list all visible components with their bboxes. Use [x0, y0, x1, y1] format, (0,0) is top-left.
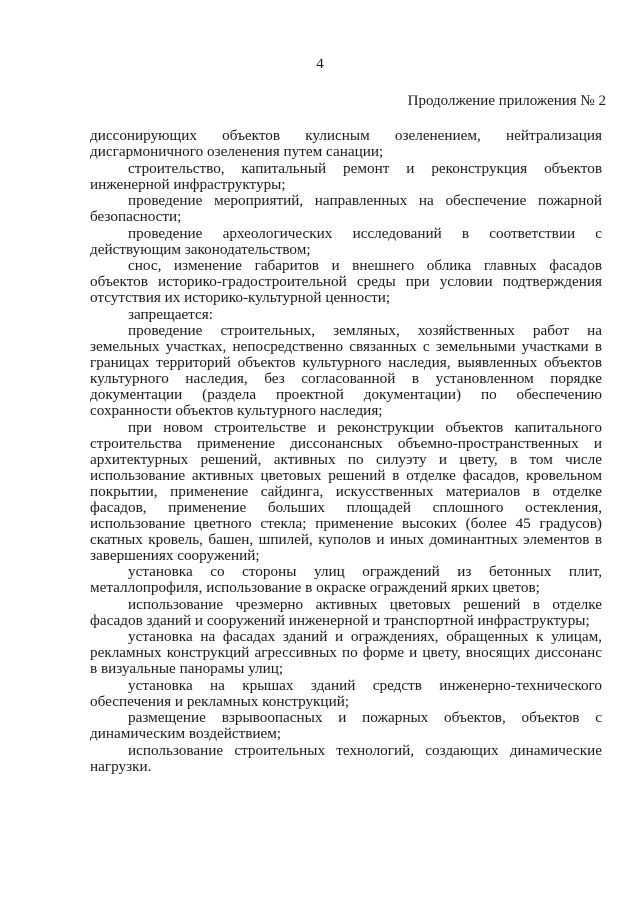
document-body	[90, 128, 602, 775]
paragraph: строительство, капитальный ремонт и реконструкция объектов инженерной инфраструктуры;	[90, 159, 602, 193]
paragraph: установка со стороны улиц ограждений из бетонных плит, металлопрофиля, использование в окраске ограждений ярких цветов;	[90, 563, 602, 596]
paragraph: снос, изменение габаритов и внешнего облика главных фасадов объектов историко-градостроительной среды при условии подтверждения отсутствия их историко-культурной ценности;	[90, 257, 602, 306]
paragraph: установка на фасадах зданий и ограждениях, обращенных к улицам, рекламных конструкций агрессивных по форме и цвету, вносящих диссонанс в визуальные панорамы улиц;	[90, 628, 602, 677]
appendix-note: Продолжение приложения № 2	[407, 93, 606, 109]
paragraph: использование чрезмерно активных цветовых решений в отделке фасадов зданий и сооружений инженерной и транспортной инфраструктуры;	[90, 595, 602, 629]
paragraph: запрещается:	[128, 305, 213, 323]
paragraph: проведение строительных, земляных, хозяйственных работ на земельных участках, непосредственно связанных с земельными участками в границах территорий объектов культурного наследия, выявленных объектов культурного наследия, без согласованной в установленном порядке документации (раздела проектной документации) по обеспечению сохранности объектов культурного наследия;	[90, 322, 602, 419]
paragraph: проведение археологических исследований в соответствии с действующим законодательством;	[90, 224, 602, 258]
paragraph: использование строительных технологий, создающих динамические нагрузки.	[90, 741, 602, 775]
paragraph: размещение взрывоопасных и пожарных объектов, объектов с динамическим воздействием;	[90, 709, 602, 742]
paragraph: проведение мероприятий, направленных на обеспечение пожарной безопасности;	[90, 192, 602, 225]
page-number: 4	[316, 56, 324, 72]
paragraph: диссонирующих объектов кулисным озеленением, нейтрализация дисгармоничного озеленения путем санации;	[90, 127, 602, 160]
paragraph: установка на крышах зданий средств инженерно-технического обеспечения и рекламных конструкций;	[90, 676, 602, 710]
paragraph: при новом строительстве и реконструкции объектов капитального строительства применение диссонансных объемно-пространственных и архитектурных решений, активных по силуэту и цвету, в том числе использование активных цветовых решений в отделке фасадов, кровельном покрытии, применение сайдинга, искусственных материалов в отделке фасадов, применение больших площадей сплошного остекления, использование цветного стекла; применение высоких (более 45 градусов) скатных кровель, башен, шпилей, куполов и иных доминантных элементов в завершениях сооружений;	[90, 418, 602, 564]
